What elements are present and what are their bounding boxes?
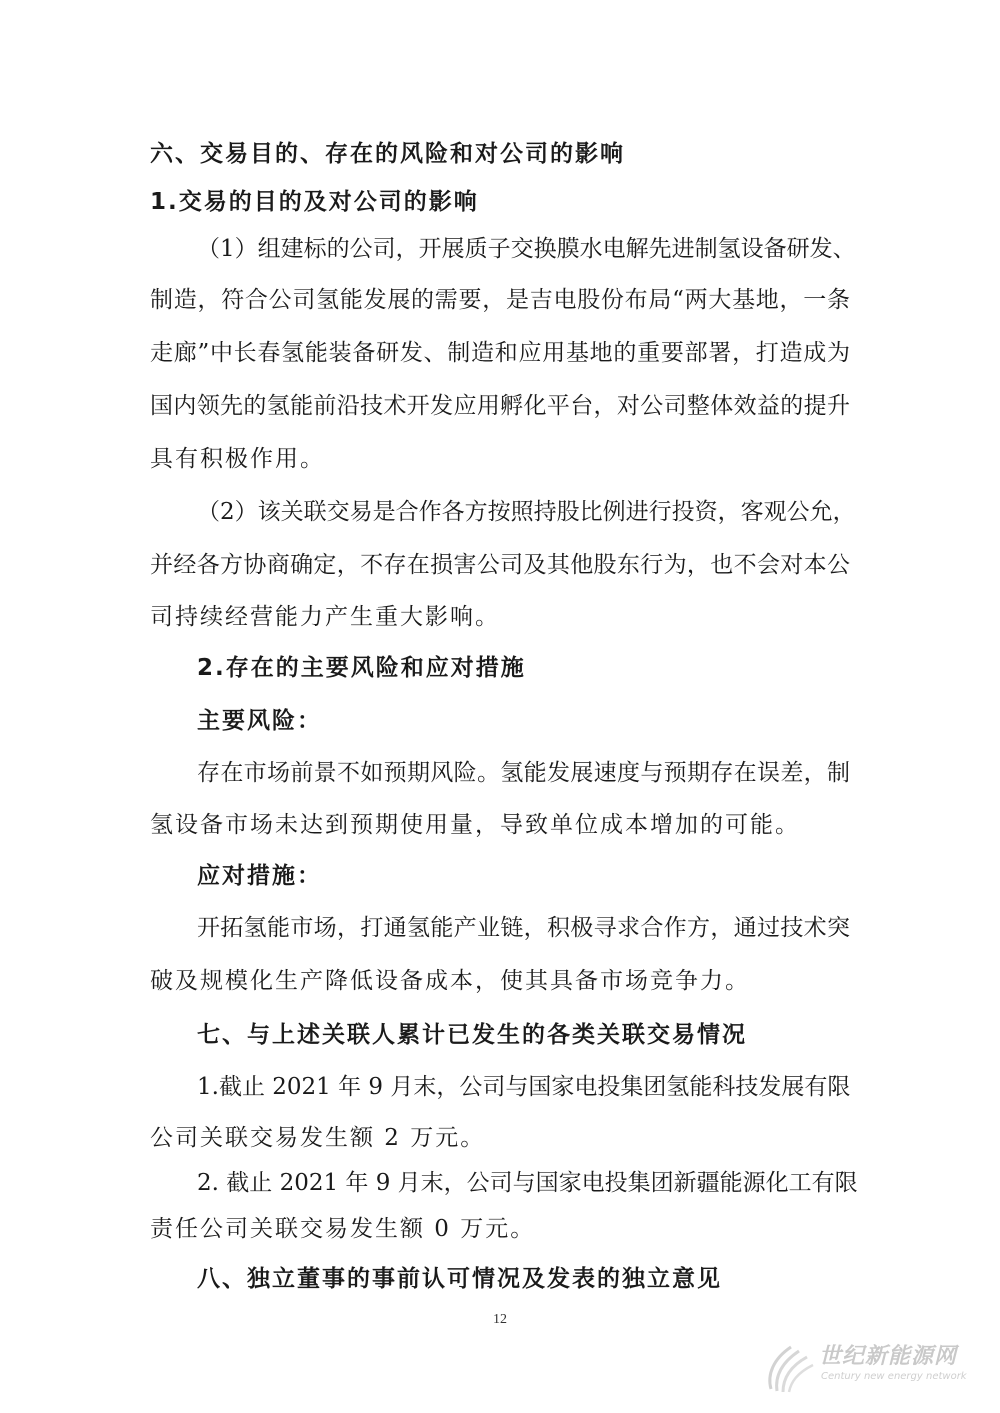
watermark: [761, 1337, 986, 1397]
measure-text-line-2: 破及规模化生产降低设备成本，使其具备市场竞争力。: [150, 968, 750, 994]
paragraph-1-line-5: 具有积极作用。: [150, 446, 325, 472]
paragraph-2-line-3: 司持续经营能力产生重大影响。: [150, 604, 500, 630]
measure-text-line-1: 开拓氢能市场，打通氢能产业链，积极寻求合作方，通过技术突: [197, 915, 850, 941]
section-8-title: 八、独立董事的事前认可情况及发表的独立意见: [197, 1266, 722, 1292]
item-1-line-1: 1.截止 2021 年 9 月末，公司与国家电投集团氢能科技发展有限: [197, 1074, 851, 1100]
section-7-title: 七、与上述关联人累计已发生的各类关联交易情况: [197, 1022, 747, 1048]
paragraph-1-line-1: （1）组建标的公司，开展质子交换膜水电解先进制氢设备研发、: [197, 236, 856, 262]
risk-text-line-2: 氢设备市场未达到预期使用量，导致单位成本增加的可能。: [150, 812, 800, 838]
section-6-title: 六、交易目的、存在的风险和对公司的影响: [150, 141, 625, 167]
item-2-line-1: 2. 截止 2021 年 9 月末，公司与国家电投集团新疆能源化工有限: [197, 1170, 858, 1196]
watermark-logo-icon: [761, 1337, 817, 1395]
subsection-2-title: 2.存在的主要风险和应对措施: [197, 655, 526, 681]
page-number: 12: [493, 1312, 507, 1327]
risk-label: 主要风险：: [197, 708, 322, 734]
risk-text-line-1: 存在市场前景不如预期风险。氢能发展速度与预期存在误差，制: [197, 760, 850, 786]
subsection-1-title: 1.交易的目的及对公司的影响: [150, 189, 479, 215]
watermark-name-en: Century new energy network: [821, 1371, 967, 1382]
item-1-line-2: 公司关联交易发生额 2 万元。: [150, 1125, 486, 1151]
watermark-name-cn: 世纪新能源网: [819, 1344, 958, 1369]
paragraph-1-line-4: 国内领先的氢能前沿技术开发应用孵化平台，对公司整体效益的提升: [150, 393, 850, 419]
measure-label: 应对措施：: [197, 863, 322, 889]
paragraph-1-line-3: 走廊”中长春氢能装备研发、制造和应用基地的重要部署，打造成为: [150, 340, 850, 366]
paragraph-1-line-2: 制造，符合公司氢能发展的需要，是吉电股份布局“两大基地，一条: [150, 287, 850, 313]
item-2-line-2: 责任公司关联交易发生额 0 万元。: [150, 1216, 536, 1242]
paragraph-2-line-1: （2）该关联交易是合作各方按照持股比例进行投资，客观公允，: [197, 499, 856, 525]
paragraph-2-line-2: 并经各方协商确定，不存在损害公司及其他股东行为，也不会对本公: [150, 552, 850, 578]
